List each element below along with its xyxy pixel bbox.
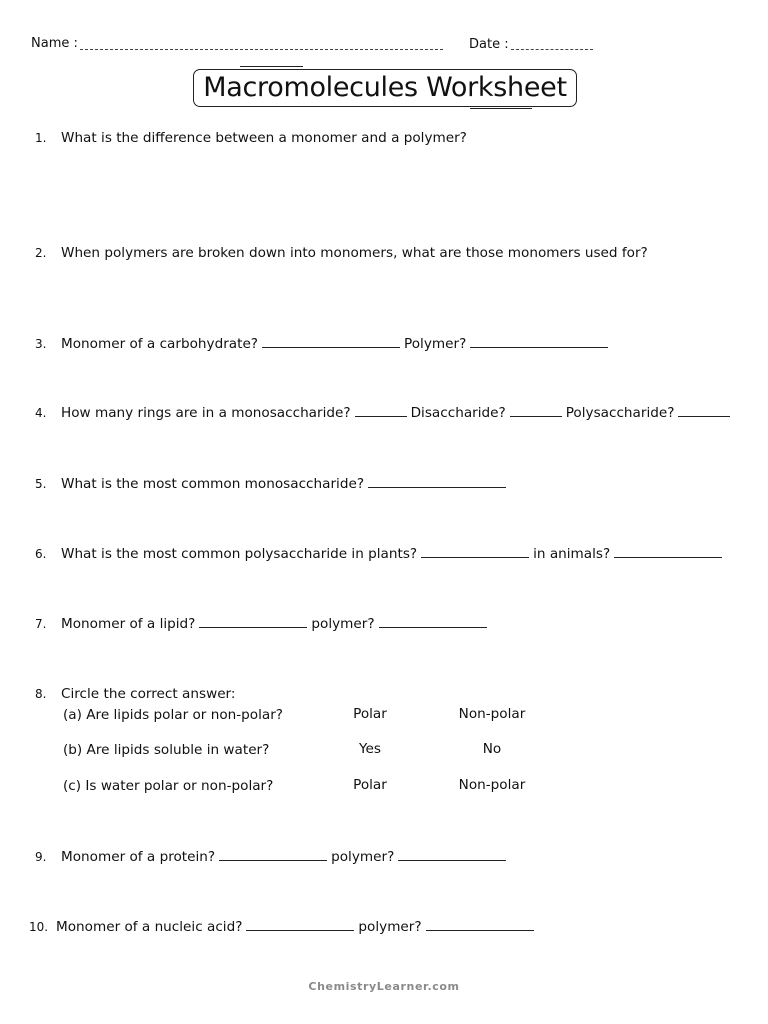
question-2: 2. When polymers are broken down into monomers, what are those monomers used for? bbox=[35, 245, 648, 261]
option-8c-1[interactable]: Polar bbox=[353, 777, 387, 793]
question-3: 3. Monomer of a carbohydrate? Polymer? bbox=[35, 335, 612, 353]
answer-blank-4c[interactable] bbox=[678, 416, 730, 417]
question-8: 8. Circle the correct answer: bbox=[35, 686, 236, 702]
question-2-text: When polymers are broken down into monomers, what are those monomers used for? bbox=[61, 245, 648, 261]
option-8a-1[interactable]: Polar bbox=[353, 706, 387, 722]
question-8b: (b) Are lipids soluble in water? bbox=[63, 742, 270, 758]
page-title: Macromolecules Worksheet bbox=[193, 69, 577, 107]
answer-blank-5[interactable] bbox=[368, 487, 506, 488]
name-label: Name : bbox=[31, 36, 78, 51]
answer-blank-7a[interactable] bbox=[199, 627, 307, 628]
question-9: 9. Monomer of a protein? polymer? bbox=[35, 848, 510, 866]
option-8b-1[interactable]: Yes bbox=[359, 741, 381, 757]
option-8c-2[interactable]: Non-polar bbox=[458, 777, 526, 793]
answer-blank-10a[interactable] bbox=[246, 930, 354, 931]
answer-blank-4a[interactable] bbox=[355, 416, 407, 417]
answer-blank-9a[interactable] bbox=[219, 860, 327, 861]
question-8c: (c) Is water polar or non-polar? bbox=[63, 778, 274, 794]
question-1: 1. What is the difference between a monomer and a polymer? bbox=[35, 130, 467, 146]
question-6: 6. What is the most common polysaccharide in plants? in animals? bbox=[35, 545, 726, 563]
question-7: 7. Monomer of a lipid? polymer? bbox=[35, 615, 491, 633]
date-label: Date : bbox=[469, 37, 509, 52]
answer-blank-6b[interactable] bbox=[614, 557, 722, 558]
answer-blank-3a[interactable] bbox=[262, 347, 400, 348]
question-8a: (a) Are lipids polar or non-polar? bbox=[63, 707, 284, 723]
answer-blank-9b[interactable] bbox=[398, 860, 506, 861]
title-ornament-top bbox=[240, 66, 303, 67]
question-10: 10. Monomer of a nucleic acid? polymer? bbox=[31, 918, 538, 936]
answer-blank-4b[interactable] bbox=[510, 416, 562, 417]
name-field[interactable] bbox=[80, 49, 443, 50]
answer-blank-10b[interactable] bbox=[426, 930, 534, 931]
option-8a-2[interactable]: Non-polar bbox=[458, 706, 526, 722]
question-5: 5. What is the most common monosaccharide? bbox=[35, 475, 510, 493]
footer-brand: ChemistryLearner.com bbox=[308, 980, 460, 993]
title-ornament-bottom bbox=[470, 108, 532, 109]
question-4: 4. How many rings are in a monosaccharide? Disaccharide? Polysaccharide? bbox=[35, 404, 734, 422]
date-field[interactable] bbox=[511, 49, 593, 50]
answer-blank-6a[interactable] bbox=[421, 557, 529, 558]
answer-blank-3b[interactable] bbox=[470, 347, 608, 348]
question-1-text: What is the difference between a monomer and a polymer? bbox=[61, 130, 467, 146]
option-8b-2[interactable]: No bbox=[482, 741, 502, 757]
answer-blank-7b[interactable] bbox=[379, 627, 487, 628]
